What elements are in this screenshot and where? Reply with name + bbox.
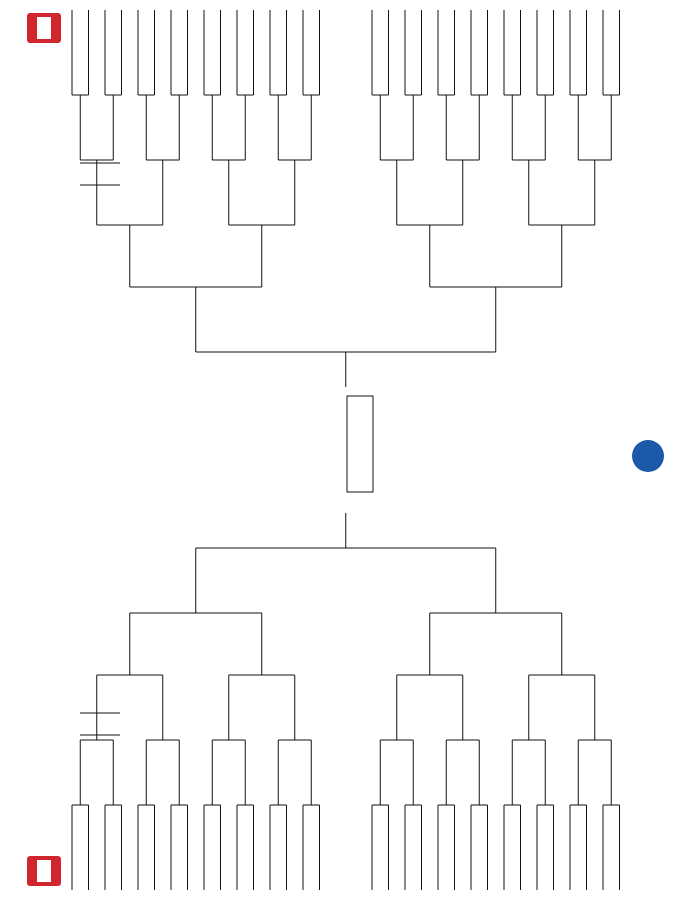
champion-box[interactable] (347, 396, 373, 492)
